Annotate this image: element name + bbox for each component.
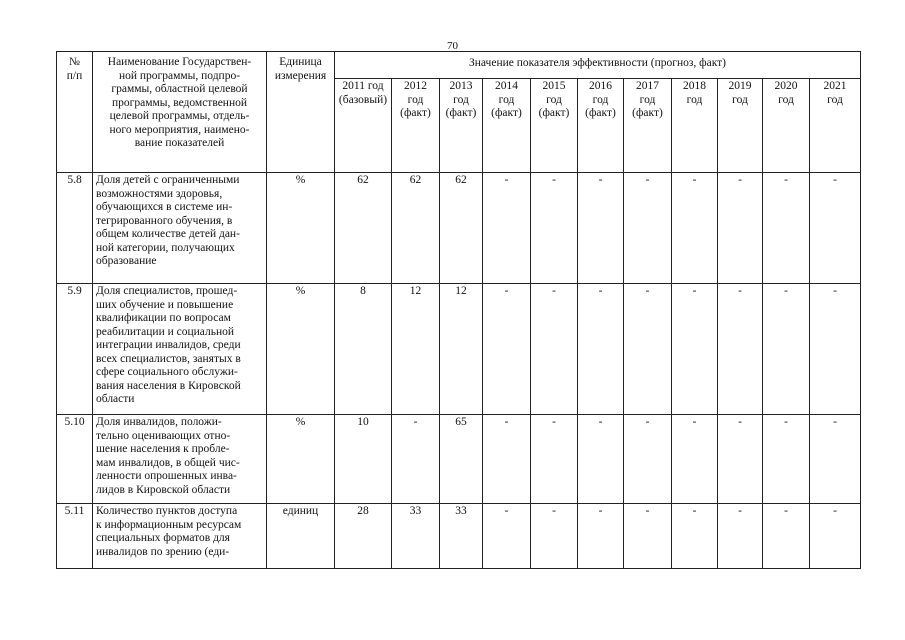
row-value: - xyxy=(810,173,861,284)
row-value: 8 xyxy=(335,284,392,415)
row-name: Доля специалистов, прошед- ших обучение и повышение квалификации по вопросам реабилитации и социальной интеграции инвалидов, среди всех специалистов, занятых в сфере социального обслужи- вания населения в Кировской области xyxy=(93,284,267,415)
table-row xyxy=(57,284,861,415)
row-value: - xyxy=(810,415,861,504)
row-value: - xyxy=(483,415,531,504)
row-value: - xyxy=(810,504,861,569)
row-num: 5.8 xyxy=(57,173,93,284)
row-value: 10 xyxy=(335,415,392,504)
row-value: - xyxy=(483,284,531,415)
row-value: - xyxy=(624,284,672,415)
row-value: - xyxy=(810,284,861,415)
row-value: - xyxy=(718,173,763,284)
row-value: 28 xyxy=(335,504,392,569)
header-year-2013: 2013 год (факт) xyxy=(440,79,483,173)
row-value: - xyxy=(624,173,672,284)
header-row-1 xyxy=(57,52,861,79)
row-value: 12 xyxy=(440,284,483,415)
header-num: № п/п xyxy=(57,52,93,173)
row-value: - xyxy=(483,173,531,284)
header-year-2011: 2011 год (базовый) xyxy=(335,79,392,173)
header-year-2012: 2012 год (факт) xyxy=(392,79,440,173)
row-unit: единиц xyxy=(267,504,335,569)
row-value: - xyxy=(672,504,718,569)
header-unit: Единица измерения xyxy=(267,52,335,173)
row-name: Доля детей с ограниченными возможностями здоровья, обучающихся в системе ин- тегрированного обучения, в общем количестве детей дан- ной категории, получающих образование xyxy=(93,173,267,284)
row-value: - xyxy=(672,173,718,284)
row-name: Количество пунктов доступа к информационным ресурсам специальных форматов для инвалидов по зрению (еди- xyxy=(93,504,267,569)
header-year-2014: 2014 год (факт) xyxy=(483,79,531,173)
header-year-2018: 2018 год xyxy=(672,79,718,173)
row-value: - xyxy=(718,284,763,415)
row-value: - xyxy=(531,504,578,569)
row-num: 5.10 xyxy=(57,415,93,504)
header-values-group: Значение показателя эффективности (прогноз, факт) xyxy=(335,52,861,79)
row-unit: % xyxy=(267,173,335,284)
row-value: 62 xyxy=(335,173,392,284)
row-value: 62 xyxy=(440,173,483,284)
row-value: 12 xyxy=(392,284,440,415)
table-row xyxy=(57,173,861,284)
row-value: - xyxy=(763,415,810,504)
row-value: - xyxy=(672,415,718,504)
row-unit: % xyxy=(267,415,335,504)
row-value: - xyxy=(578,173,624,284)
header-name: Наименование Государствен- ной программы, подпро- граммы, областной целевой программы, ведомственной целевой программы, отдель- ного мероприятия, наимено- вание показателей xyxy=(93,52,267,173)
row-value: - xyxy=(531,173,578,284)
row-value: 33 xyxy=(440,504,483,569)
row-value: - xyxy=(763,504,810,569)
page-number: 70 xyxy=(447,40,458,52)
row-value: - xyxy=(672,284,718,415)
row-value: - xyxy=(483,504,531,569)
row-num: 5.11 xyxy=(57,504,93,569)
row-value: - xyxy=(392,415,440,504)
row-value: - xyxy=(718,504,763,569)
row-value: 62 xyxy=(392,173,440,284)
row-name: Доля инвалидов, положи- тельно оценивающих отно- шение населения к пробле- мам инвалидов, в общей чис- ленности опрошенных инва- лидов в Кировской области xyxy=(93,415,267,504)
table-row xyxy=(57,504,861,569)
performance-indicators-table xyxy=(56,51,861,569)
row-value: - xyxy=(578,284,624,415)
row-value: 65 xyxy=(440,415,483,504)
row-value: - xyxy=(531,415,578,504)
row-value: - xyxy=(578,504,624,569)
row-value: - xyxy=(624,504,672,569)
row-num: 5.9 xyxy=(57,284,93,415)
header-year-2016: 2016 год (факт) xyxy=(578,79,624,173)
header-year-2020: 2020 год xyxy=(763,79,810,173)
header-year-2015: 2015 год (факт) xyxy=(531,79,578,173)
row-value: - xyxy=(763,173,810,284)
row-value: 33 xyxy=(392,504,440,569)
row-value: - xyxy=(624,415,672,504)
row-value: - xyxy=(763,284,810,415)
row-value: - xyxy=(531,284,578,415)
table-row xyxy=(57,415,861,504)
header-year-2021: 2021 год xyxy=(810,79,861,173)
row-unit: % xyxy=(267,284,335,415)
header-year-2019: 2019 год xyxy=(718,79,763,173)
row-value: - xyxy=(578,415,624,504)
row-value: - xyxy=(718,415,763,504)
header-year-2017: 2017 год (факт) xyxy=(624,79,672,173)
